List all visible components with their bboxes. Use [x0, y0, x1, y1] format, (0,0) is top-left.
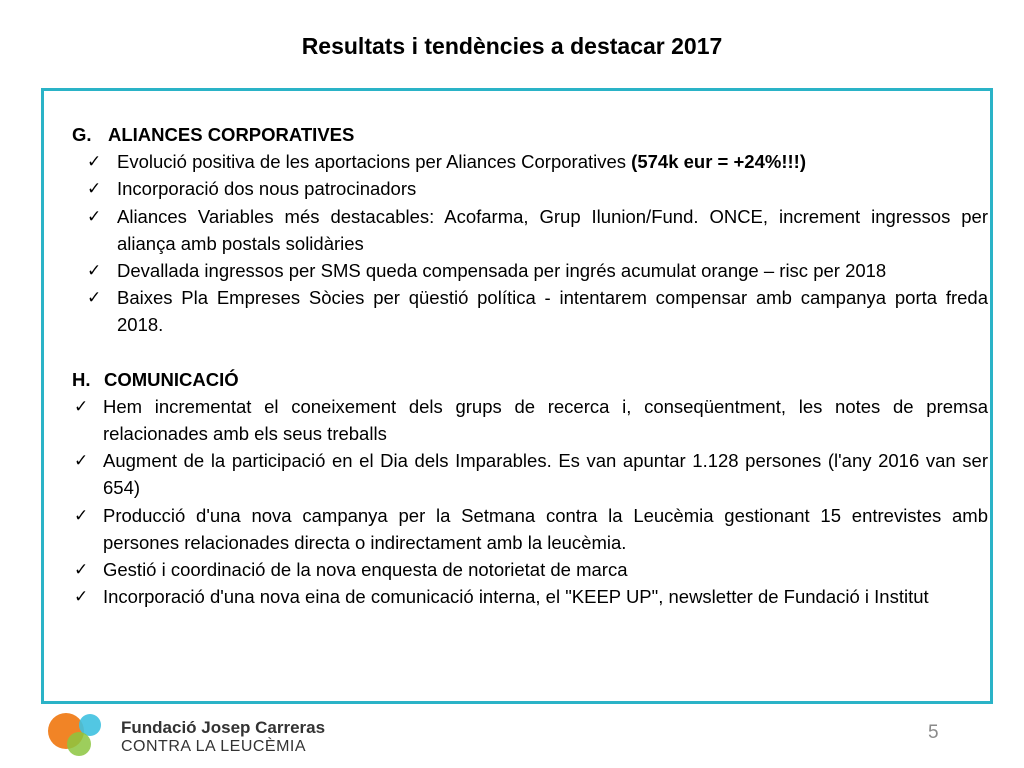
check-icon: ✓	[87, 152, 102, 172]
list-item	[72, 502, 988, 556]
section-heading-h	[72, 366, 988, 393]
check-icon: ✓	[74, 587, 89, 607]
check-icon: ✓	[74, 560, 89, 580]
check-icon: ✓	[87, 288, 102, 308]
check-icon: ✓	[87, 206, 102, 226]
list-item-text: Producció d'una nova campanya per la Setmana contra la Leucèmia gestionant 15 entrevistes amb persones relacionades directa o indirectament amb la leucèmia.	[103, 504, 988, 553]
list-item-text: Incorporació d'una nova eina de comunicació interna, el "KEEP UP", newsletter de Fundació i Institut	[103, 586, 929, 608]
page-number: 5	[928, 722, 939, 743]
list-item	[72, 175, 988, 202]
section-g-list	[72, 148, 988, 338]
foundation-logo-icon	[44, 707, 110, 757]
list-item	[72, 393, 988, 447]
section-spacer	[72, 339, 988, 366]
check-icon: ✓	[74, 505, 89, 525]
list-item-text: Evolució positiva de les aportacions per Aliances Corporatives	[117, 151, 632, 173]
section-letter: G.	[72, 124, 92, 145]
content	[72, 121, 988, 610]
section-title: ALIANCES CORPORATIVES	[108, 124, 355, 145]
logo-name: Fundació Josep Carreras	[121, 718, 326, 737]
list-item	[72, 257, 988, 284]
list-item-text: Incorporació dos nous patrocinadors	[117, 178, 417, 200]
section-title: COMUNICACIÓ	[104, 368, 239, 390]
list-item	[72, 583, 988, 610]
list-item	[72, 148, 988, 175]
slide-title: Resultats i tendències a destacar 2017	[301, 33, 723, 59]
list-item	[72, 556, 988, 583]
list-item-highlight: (574k eur = +24%!!!)	[631, 151, 806, 173]
list-item	[72, 447, 988, 501]
list-item-text: Aliances Variables més destacables: Acofarma, Grup Ilunion/Fund. ONCE, increment ingressos per aliança amb postals solidàries	[117, 205, 988, 254]
check-icon: ✓	[87, 179, 102, 199]
check-icon: ✓	[87, 261, 102, 281]
list-item-text: Devallada ingressos per SMS queda compensada per ingrés acumulat orange – risc per 2018	[117, 260, 887, 282]
section-heading-g	[72, 121, 988, 148]
section-h-list	[72, 393, 988, 611]
section-letter: H.	[72, 368, 91, 390]
list-item	[72, 284, 988, 338]
list-item-text: Augment de la participació en el Dia dels Imparables. Es van apuntar 1.128 persones (l'any 2016 van ser 654)	[103, 450, 988, 499]
list-item	[72, 203, 988, 257]
logo-tagline: CONTRA LA LEUCÈMIA	[121, 738, 307, 755]
check-icon: ✓	[74, 451, 89, 471]
list-item-text: Baixes Pla Empreses Sòcies per qüestió política - intentarem compensar amb campanya porta freda 2018.	[117, 287, 988, 336]
list-item-text: Hem incrementat el coneixement dels grups de recerca i, conseqüentment, les notes de premsa relacionades amb els seus treballs	[103, 395, 988, 445]
check-icon: ✓	[74, 396, 89, 416]
list-item-text: Gestió i coordinació de la nova enquesta de notorietat de marca	[103, 559, 628, 581]
logo-green-circle	[67, 732, 91, 756]
